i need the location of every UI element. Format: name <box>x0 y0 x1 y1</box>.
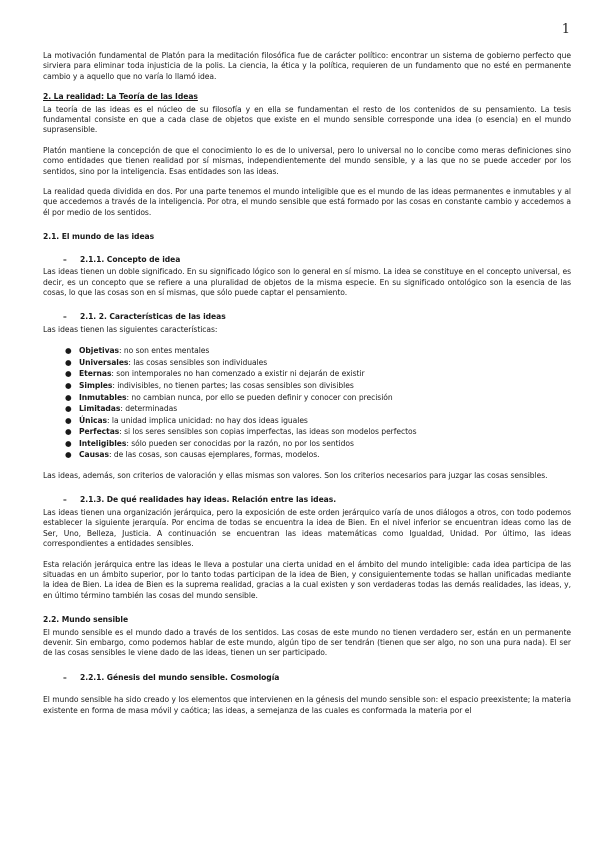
characteristics-list <box>43 345 571 461</box>
paragraph: Platón mantiene la concepción de que el conocimiento lo es de lo universal, pero lo universal no lo concibe como meras definiciones sino como entidades que tienen realidad por sí mismas, independientemente del mundo sensible, y a las que no se puede acceder por los sentidos, sino por la inteligencia. Esas entidades son las ideas. <box>43 145 571 176</box>
dash-marker: – <box>63 672 67 682</box>
page-number: 1 <box>561 22 570 37</box>
paragraph: Las ideas tienen una organización jerárquica, pero la exposición de este orden jerárquico varía de unos diálogos a otros, con todo podemos establecer la siguiente jerarquía. Por encima de todas se encuentra la idea de Bien. En el nivel inferior se encuentran ideas como las de Ser, Uno, Belleza, Justicia. A continuación se encuentran las ideas matemáticas como Igualdad, Unidad. Por último, las ideas correspondientes a entidades sensibles. <box>43 507 571 549</box>
description: : las cosas sensibles son individuales <box>128 357 268 367</box>
description: : de las cosas, son causas ejemplares, formas, modelos. <box>108 450 320 460</box>
bullet-icon: ● <box>65 357 72 367</box>
dash-marker: – <box>63 495 67 505</box>
bullet-icon: ● <box>65 380 72 390</box>
intro-paragraph: La motivación fundamental de Platón para la meditación filosófica fue de carácter político: encontrar un sistema de gobierno perfecto que sirviera para eliminar toda injusticia de la polis. La ciencia, la ética y la política, requieren de un fundamento que no esté en permanente cambio y a aquello que no varía lo llamó idea. <box>43 51 571 81</box>
section-heading-sensible-world: 2.2. Mundo sensible <box>43 615 129 625</box>
description: : la unidad implica unicidad: no hay dos ideas iguales <box>107 415 308 425</box>
paragraph: Las ideas, además, son criterios de valoración y ellas mismas son valores. Son los criterios necesarios para juzgar las cosas sensibles. <box>43 471 548 481</box>
description: : son intemporales no han comenzado a existir ni dejarán de existir <box>111 369 365 379</box>
term: Inmutables <box>79 392 127 402</box>
subheading-genesis-cosmology <box>43 673 571 683</box>
bullet-icon: ● <box>65 346 72 356</box>
paragraph: Las ideas tienen un doble significado. En su significado lógico son lo general en sí mismo. La idea se constituye en el concepto universal, es decir, es un concepto que se refiere a una pluralidad de objetos de la misma especie. En su significado ontológico son la esencia de las cosas, lo que las cosas son en sí mismas, que sólo puede captar el pensamiento. <box>43 267 571 297</box>
section-heading-ideas-theory: 2. La realidad: La Teoría de las Ideas <box>43 92 198 102</box>
description: : si los seres sensibles son copias imperfectas, las ideas son modelos perfectos <box>119 427 417 437</box>
description: : no cambian nunca, por ello se pueden definir y conocer con precisión <box>126 392 393 402</box>
list-item <box>65 449 571 461</box>
term: Inteligibles <box>79 438 127 448</box>
term: Causas <box>79 450 109 460</box>
dash-marker: – <box>63 254 67 264</box>
term: Universales <box>79 357 129 367</box>
subheading-relations-between-ideas <box>43 495 571 505</box>
term: Únicas <box>79 415 108 425</box>
paragraph: La teoría de las ideas es el núcleo de su filosofía y en ella se fundamentan el resto de los contenidos de su pensamiento. La tesis fundamental consiste en que a cada clase de objetos que existe en el mundo sensible corresponde una idea (o esencia) en el mundo suprasensible. <box>43 104 571 135</box>
description: : indivisibles, no tienen partes; las cosas sensibles son divisibles <box>112 380 354 390</box>
description: : sólo pueden ser conocidas por la razón, no por los sentidos <box>126 438 354 448</box>
description: : determinadas <box>120 404 178 414</box>
bullet-icon: ● <box>65 438 72 448</box>
list-item <box>65 345 571 357</box>
subheading-text: 2.1. 2. Características de las ideas <box>80 312 226 322</box>
list-item <box>65 380 571 392</box>
term: Eternas <box>79 369 112 379</box>
subheading-text: 2.1.1. Concepto de idea <box>80 254 181 264</box>
list-item <box>65 368 571 380</box>
bullet-icon: ● <box>65 392 72 402</box>
list-item <box>65 392 571 404</box>
list-item <box>65 403 571 415</box>
paragraph: Esta relación jerárquica entre las ideas le lleva a postular una cierta unidad en el ámbito del mundo inteligible: cada idea participa de las situadas en un ámbito superior, por lo tanto todas participan de la idea de Bien, y consiguientemente todas se hallan unificadas mediante la idea de Bien. La idea de Bien es la suprema realidad, gracias a la cual existen y son verdaderas todas las demás realidades, las ideas, y, en último término también las cosas del mundo sensible. <box>43 559 571 600</box>
subheading-characteristics <box>43 312 571 322</box>
description: : no son entes mentales <box>119 346 210 356</box>
bullet-icon: ● <box>65 450 72 460</box>
section-heading-world-of-ideas: 2.1. El mundo de las ideas <box>43 232 155 242</box>
term: Perfectas <box>79 427 120 437</box>
bullet-icon: ● <box>65 369 72 379</box>
list-item <box>65 438 571 450</box>
paragraph: La realidad queda dividida en dos. Por una parte tenemos el mundo inteligible que es el mundo de las ideas permanentes e inmutables y al que accedemos a través de la inteligencia. Por otra, el mundo sensible que está formado por las cosas en constante cambio y accedemos a él por medio de los sentidos. <box>43 187 571 217</box>
paragraph: El mundo sensible es el mundo dado a través de los sentidos. Las cosas de este mundo no tienen verdadero ser, están en un permanente devenir. Sin embargo, como podemos hablar de este mundo, algún tipo de ser tendrán (tienen que ser algo, no son una pura nada). El ser de las cosas sensibles le viene dado de las ideas, tienen un ser participado. <box>43 627 571 658</box>
subheading-concept-of-idea <box>43 255 571 265</box>
subheading-text: 2.2.1. Génesis del mundo sensible. Cosmología <box>80 672 280 682</box>
paragraph: Las ideas tienen las siguientes características: <box>43 324 218 334</box>
bullet-icon: ● <box>65 404 72 414</box>
bullet-icon: ● <box>65 415 72 425</box>
list-item <box>65 357 571 369</box>
list-item <box>65 415 571 427</box>
term: Objetivas <box>79 346 120 356</box>
bullet-icon: ● <box>65 427 72 437</box>
dash-marker: – <box>63 312 67 322</box>
paragraph: El mundo sensible ha sido creado y los elementos que intervienen en la génesis del mundo sensible son: el espacio preexistente; la materia existente en forma de masa móvil y caótica; las ideas, a semejanza de las cuales es conformada la materia por el <box>43 695 571 715</box>
list-item <box>65 426 571 438</box>
term: Simples <box>79 380 113 390</box>
document-body <box>43 51 571 726</box>
term: Limitadas <box>79 404 121 414</box>
subheading-text: 2.1.3. De qué realidades hay ideas. Relación entre las ideas. <box>80 495 337 505</box>
